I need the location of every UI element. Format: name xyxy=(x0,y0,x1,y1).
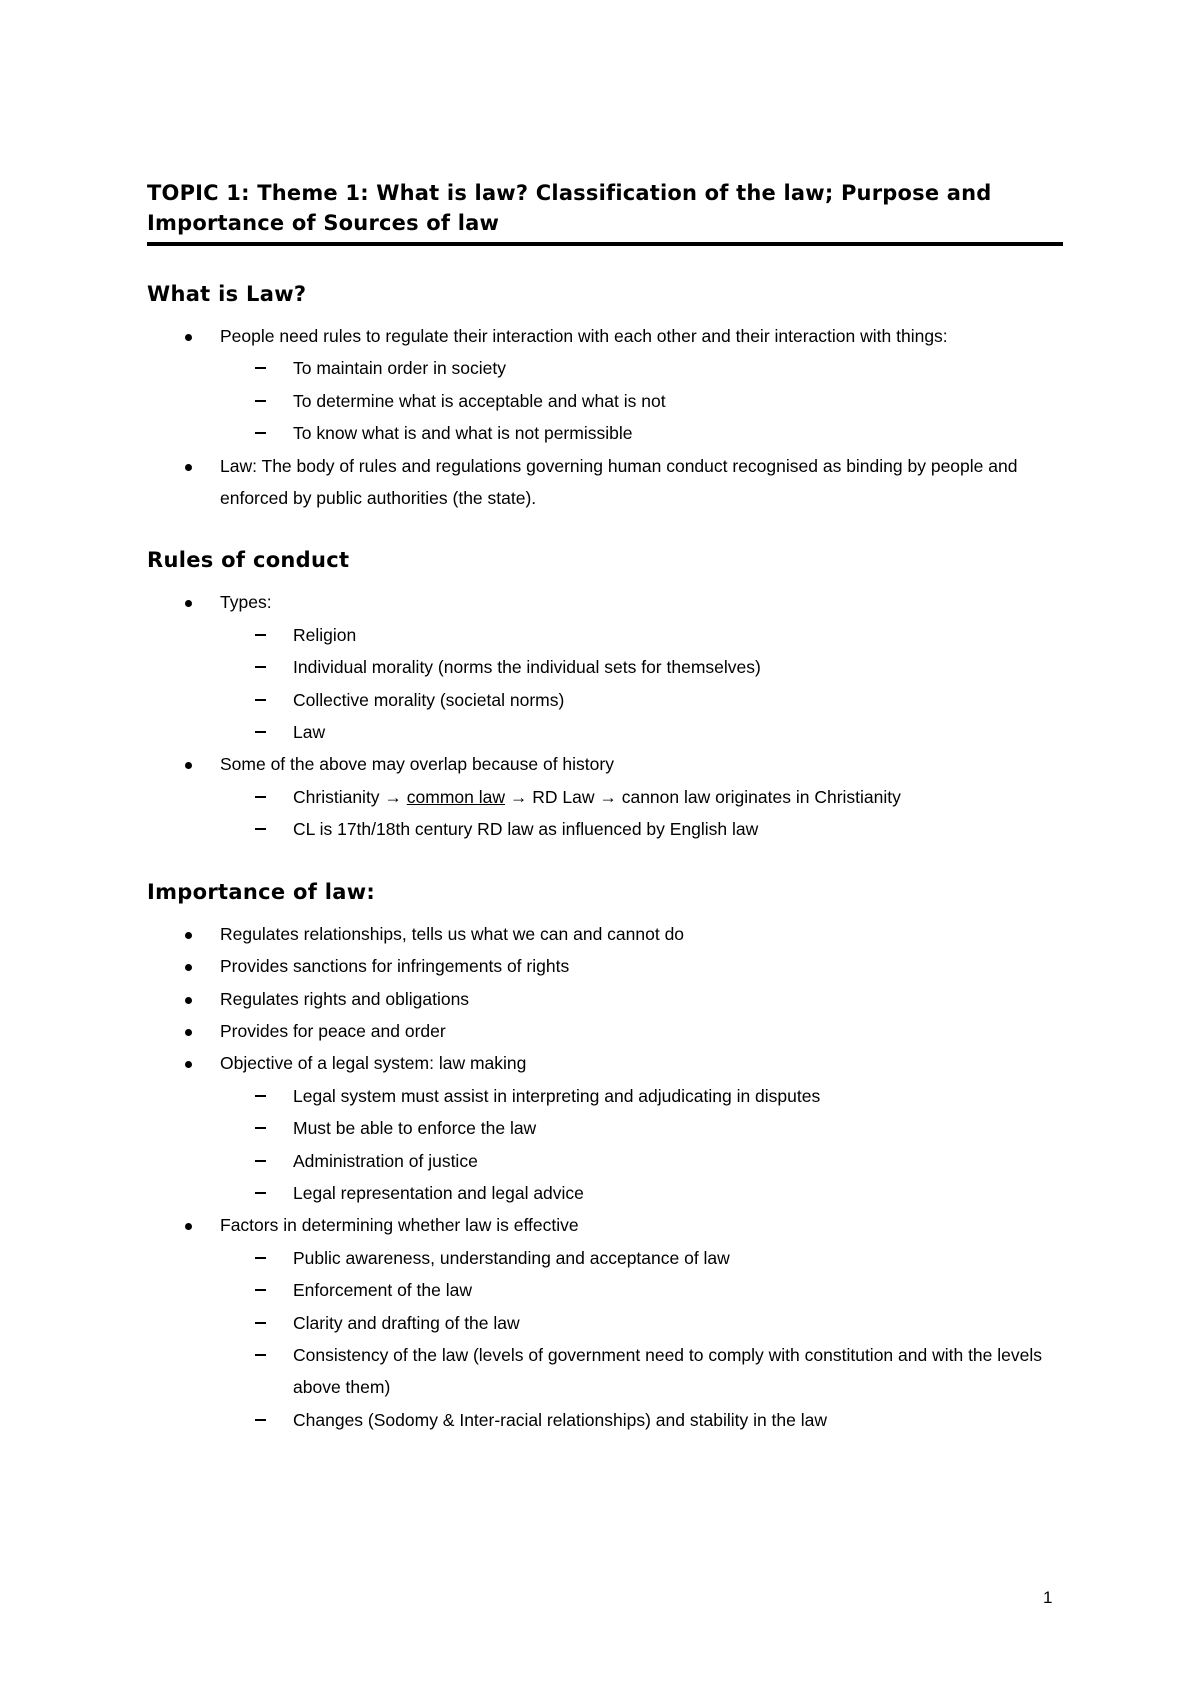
sub-list-item xyxy=(147,1145,1063,1177)
sub-list-item-text: Legal representation and legal advice xyxy=(293,1182,584,1203)
sub-list-item-text: To determine what is acceptable and what is not xyxy=(293,390,666,411)
sub-list-item xyxy=(147,813,1063,845)
dash-icon xyxy=(255,796,266,798)
sub-list-item-text: Individual morality (norms the individual sets for themselves) xyxy=(293,657,761,678)
dash-icon xyxy=(255,367,266,369)
sub-list xyxy=(220,1080,1063,1210)
list-item-text: Regulates rights and obligations xyxy=(220,988,470,1009)
page-content xyxy=(147,178,1063,1436)
sub-list-item-text: Clarity and drafting of the law xyxy=(293,1312,520,1333)
list-item-text: Some of the above may overlap because of history xyxy=(220,754,614,775)
dash-icon xyxy=(255,828,266,830)
list-item xyxy=(147,918,1063,950)
sub-list-item-text xyxy=(293,787,901,807)
page-number: 1 xyxy=(1043,1588,1053,1607)
sub-list-item-text: Enforcement of the law xyxy=(293,1280,472,1301)
sub-list-item-text: Religion xyxy=(293,624,357,645)
list-item-text: Law: The body of rules and regulations governing human conduct recognised as binding by people and enforced by public authorities (the state). xyxy=(220,455,1018,509)
sub-list-item xyxy=(147,619,1063,651)
list-item xyxy=(147,950,1063,982)
list-item xyxy=(147,586,1063,748)
dash-icon xyxy=(255,1257,266,1259)
sub-list-item-text: To maintain order in society xyxy=(293,358,507,379)
dash-icon xyxy=(255,1289,266,1291)
dash-icon xyxy=(255,1322,266,1324)
bullet-icon xyxy=(185,334,192,341)
bullet-icon xyxy=(185,762,192,769)
bullet-icon xyxy=(185,464,192,471)
list-item xyxy=(147,1209,1063,1436)
list-item-text: Regulates relationships, tells us what we can and cannot do xyxy=(220,923,685,944)
sub-list-item xyxy=(147,385,1063,417)
bullet-icon xyxy=(185,1029,192,1036)
bullet-icon xyxy=(185,997,192,1004)
sub-list-item xyxy=(147,1242,1063,1274)
dash-icon xyxy=(255,731,266,733)
sub-list-item xyxy=(147,781,1063,813)
sub-list xyxy=(220,1242,1063,1436)
sub-list-item-text: Changes (Sodomy & Inter-racial relationships) and stability in the law xyxy=(293,1409,828,1430)
sub-list-item xyxy=(147,651,1063,683)
bullet-icon xyxy=(185,964,192,971)
bullet-icon xyxy=(185,1223,192,1230)
dash-icon xyxy=(255,1095,266,1097)
sub-list-item xyxy=(147,1274,1063,1306)
dash-icon xyxy=(255,634,266,636)
sub-list-item-text: Law xyxy=(293,722,326,743)
dash-icon xyxy=(255,1354,266,1356)
sub-list xyxy=(220,352,1063,449)
dash-icon xyxy=(255,1419,266,1421)
list-item-text: People need rules to regulate their interaction with each other and their interaction with things: xyxy=(220,326,948,346)
bullet-list xyxy=(147,320,1063,514)
document-title: TOPIC 1: Theme 1: What is law? Classification of the law; Purpose and Importance of Sources of law xyxy=(147,178,1063,246)
section-importance-of-law xyxy=(147,878,1063,1437)
list-item xyxy=(147,983,1063,1015)
list-item xyxy=(147,1015,1063,1047)
sub-list-item-text: Legal system must assist in interpreting and adjudicating in disputes xyxy=(293,1085,821,1106)
christianity-suffix: → RD Law → cannon law originates in Christianity xyxy=(505,786,901,807)
dash-icon xyxy=(255,400,266,402)
sub-list-item-text: Consistency of the law (levels of government need to comply with constitution and with the levels above them) xyxy=(293,1344,1042,1398)
list-item-text: Factors in determining whether law is effective xyxy=(220,1215,579,1236)
sub-list-item-text: Must be able to enforce the law xyxy=(293,1118,537,1139)
sub-list-item xyxy=(147,1404,1063,1436)
sub-list-item-text: Public awareness, understanding and acceptance of law xyxy=(293,1247,730,1268)
dash-icon xyxy=(255,1192,266,1194)
sub-list xyxy=(220,781,1063,846)
sub-list-item xyxy=(147,716,1063,748)
sub-list-item xyxy=(147,352,1063,384)
sub-list-item-text: To know what is and what is not permissible xyxy=(293,423,633,444)
sub-list-item xyxy=(147,417,1063,449)
sub-list xyxy=(220,619,1063,749)
dash-icon xyxy=(255,1127,266,1129)
sub-list-item xyxy=(147,1307,1063,1339)
bullet-icon xyxy=(185,1061,192,1068)
sub-list-item xyxy=(147,1112,1063,1144)
sub-list-item xyxy=(147,684,1063,716)
section-rules-of-conduct xyxy=(147,546,1063,845)
section-what-is-law xyxy=(147,280,1063,514)
list-item-text: Provides for peace and order xyxy=(220,1020,446,1041)
section-heading: Rules of conduct xyxy=(147,548,350,573)
list-item-text: Objective of a legal system: law making xyxy=(220,1053,527,1074)
list-item xyxy=(147,320,1063,450)
section-heading: What is Law? xyxy=(147,282,307,306)
list-item xyxy=(147,1047,1063,1209)
sub-list-item-text: Administration of justice xyxy=(293,1150,478,1171)
dash-icon xyxy=(255,1160,266,1162)
sub-list-item-text: CL is 17th/18th century RD law as influenced by English law xyxy=(293,819,759,840)
section-heading: Importance of law: xyxy=(147,879,376,904)
bullet-list xyxy=(147,586,1063,845)
bullet-icon xyxy=(185,600,192,607)
list-item-text: Types: xyxy=(220,592,272,613)
list-item xyxy=(147,748,1063,845)
list-item xyxy=(147,450,1063,515)
bullet-icon xyxy=(185,932,192,939)
sub-list-item xyxy=(147,1080,1063,1112)
christianity-prefix: Christianity → xyxy=(293,786,407,807)
dash-icon xyxy=(255,666,266,668)
dash-icon xyxy=(255,432,266,434)
dash-icon xyxy=(255,699,266,701)
sub-list-item xyxy=(147,1339,1063,1404)
common-law-underlined: common law xyxy=(406,786,506,807)
bullet-list xyxy=(147,918,1063,1437)
sub-list-item-text: Collective morality (societal norms) xyxy=(293,689,565,710)
list-item-text: Provides sanctions for infringements of rights xyxy=(220,956,570,977)
sub-list-item xyxy=(147,1177,1063,1209)
